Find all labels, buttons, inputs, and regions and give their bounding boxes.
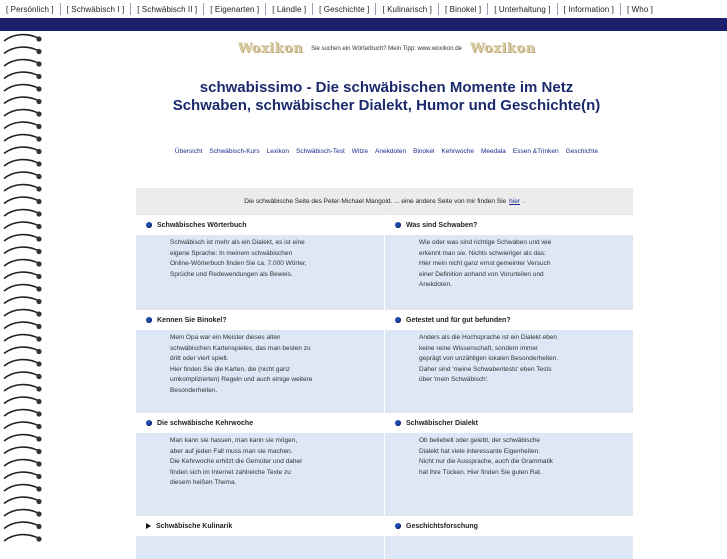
spiral-hole (36, 536, 41, 541)
spiral-coil (4, 472, 38, 478)
topic-description (136, 235, 384, 309)
description-line: Besonderheiten. (170, 386, 218, 394)
spiral-hole (36, 386, 41, 391)
spiral-coil (4, 260, 38, 266)
topic-title[interactable]: Was sind Schwaben? (406, 221, 478, 229)
topic-description (385, 330, 633, 412)
spiral-hole (36, 186, 41, 191)
spiral-hole (36, 261, 41, 266)
description-line: diesem heißen Thema. (170, 479, 237, 486)
topic-description (136, 433, 384, 515)
description-line: Ob beliebelt oder gelebt, der schwäbische (419, 437, 541, 444)
section-nav-link[interactable]: Kehrwoche (441, 148, 474, 155)
top-nav-link[interactable]: [ Persönlich ] (6, 4, 54, 14)
spiral-coil (4, 372, 38, 378)
spiral-hole (36, 236, 41, 241)
spiral-hole (36, 174, 41, 179)
description-line: Daher sind 'meine Schwabentests' eben Tests (419, 365, 552, 373)
topic-description (136, 330, 384, 412)
spiral-hole (36, 336, 41, 341)
spiral-hole (36, 311, 41, 316)
spiral-hole (36, 449, 41, 454)
description-line: Anekdoten. (419, 281, 452, 288)
spiral-coil (4, 185, 38, 191)
intro-end: . (522, 197, 525, 205)
section-nav-link[interactable]: Übersicht (174, 148, 203, 155)
spiral-coil (4, 60, 38, 66)
spiral-hole (36, 424, 41, 429)
top-nav-link[interactable]: [ Information ] (563, 4, 614, 14)
description-line: dritt oder viert spielt. (170, 355, 229, 362)
description-line: Wie oder was sind richtige Schwaben und wie (419, 239, 552, 246)
spiral-coil (4, 310, 38, 316)
spiral-coil (4, 247, 38, 253)
spiral-coil (4, 197, 38, 203)
topic-grid (136, 214, 633, 559)
bullet-icon (395, 420, 401, 426)
spiral-coil (4, 97, 38, 103)
description-line: über 'mein Schwäbisch'. (419, 376, 489, 383)
spiral-hole (36, 86, 41, 91)
topic-header[interactable] (136, 214, 384, 235)
topic-title[interactable]: Die schwäbische Kehrwoche (157, 419, 254, 427)
main-content (46, 31, 727, 545)
description-line: einer Definition anhand von Vorurteilen und (419, 270, 544, 278)
content-box (136, 188, 633, 545)
spiral-hole (36, 374, 41, 379)
description-line: Online-Wörterbuch finden Sie ca. 7.000 Wörter, (170, 260, 307, 267)
woxikon-logo-right[interactable]: Woxikon (469, 41, 536, 56)
spiral-coil (4, 272, 38, 278)
spiral-coil (4, 210, 38, 216)
spiral-coil (4, 110, 38, 116)
topic-description (385, 536, 633, 559)
intro-text: Die schwäbische Seite des Peter-Michael Mangold. ... eine andere Seite von mir finden Sie (244, 197, 507, 205)
spiral-hole (36, 324, 41, 329)
spiral-binding (0, 31, 46, 545)
topic-title[interactable]: Schwäbische Kulinarik (156, 522, 233, 530)
top-nav-link[interactable]: [ Ländle ] (272, 4, 307, 14)
spiral-coil (4, 235, 38, 241)
spiral-coil (4, 410, 38, 416)
topic-header[interactable] (385, 515, 633, 536)
spiral-hole (36, 499, 41, 504)
spiral-coil (4, 510, 38, 516)
spiral-hole (36, 299, 41, 304)
intro-link[interactable]: hier (509, 197, 520, 205)
spiral-hole (36, 274, 41, 279)
description-line: Hier finden Sie die Karten, die (nicht ganz (170, 365, 290, 373)
spiral-coil (4, 447, 38, 453)
description-line: Hier mein nicht ganz ernst gemeinter Versuch (419, 260, 551, 267)
section-nav-link[interactable]: Meedala (480, 148, 506, 155)
section-nav-link[interactable]: Anekdoten (375, 148, 407, 155)
spiral-hole (36, 461, 41, 466)
spiral-coil (4, 35, 38, 41)
bullet-icon (146, 420, 152, 426)
spiral-coil (4, 335, 38, 341)
spiral-coil (4, 435, 38, 441)
spiral-hole (36, 436, 41, 441)
spiral-coil (4, 85, 38, 91)
bullet-icon (395, 317, 401, 323)
spiral-hole (36, 399, 41, 404)
woxikon-tagline[interactable]: Sie suchen ein Wörterbuch? Mein Tipp: www.woxikon.de (311, 45, 462, 52)
spiral-coil (4, 347, 38, 353)
top-nav-link[interactable]: [ Eigenarten ] (210, 4, 260, 14)
spiral-coil (4, 135, 38, 141)
spiral-hole (36, 286, 41, 291)
spiral-coil (4, 535, 38, 541)
top-nav-link[interactable]: [ Who ] (626, 4, 654, 14)
description-line: Nicht nur die Aussprache, auch die Grammatik (419, 458, 554, 465)
topic-header[interactable] (136, 309, 384, 330)
spiral-coil (4, 497, 38, 503)
section-nav-link[interactable]: Binokel (413, 148, 435, 155)
spiral-coil (4, 72, 38, 78)
description-line: hat ihre Tücken. Hier finden Sie guten Rat. (419, 468, 542, 476)
section-nav-link[interactable]: Schwäbisch-Kurs (209, 148, 260, 155)
description-line: Anders als die Hochsprache ist ein Dialekt eben (419, 334, 558, 341)
spiral-coil (4, 522, 38, 528)
top-nav-link[interactable]: [ Binokel ] (445, 4, 482, 14)
topic-title[interactable]: Geschichtsforschung (406, 522, 478, 530)
topic-header[interactable] (385, 309, 633, 330)
spiral-hole (36, 249, 41, 254)
spiral-hole (36, 486, 41, 491)
spiral-coil (4, 385, 38, 391)
spiral-coil (4, 360, 38, 366)
spiral-coil (4, 422, 38, 428)
section-navigation (46, 148, 727, 155)
bullet-icon (146, 222, 152, 228)
section-nav-link[interactable]: Lexikon (266, 148, 289, 155)
topic-description (136, 536, 384, 559)
description-line: Dialekt hat viele interessante Eigenheiten. (419, 447, 541, 455)
spiral-hole (36, 124, 41, 129)
spiral-coil (4, 122, 38, 128)
spiral-hole (36, 99, 41, 104)
spiral-hole (36, 136, 41, 141)
description-line: aber auf jeden Fall muss man sie machen. (170, 447, 293, 455)
spiral-hole (36, 524, 41, 529)
description-line: Man kann sie hassen, man kann sie mögen, (170, 437, 298, 444)
intro-line (136, 188, 633, 214)
spiral-hole (36, 161, 41, 166)
description-line: finden sich im Internet zahlreiche Texte zu (170, 468, 291, 476)
woxikon-banner[interactable] (46, 41, 727, 56)
spiral-coil (4, 160, 38, 166)
topic-title[interactable]: Schwäbisches Wörterbuch (157, 221, 247, 229)
description-line: erkennt man sie. Nichts schwieriger als das: (419, 249, 546, 257)
top-nav-link[interactable]: [ Unterhaltung ] (494, 4, 551, 14)
topic-header[interactable] (136, 515, 384, 536)
spiral-hole (36, 49, 41, 54)
description-line: Mein Opa war ein Meister dieses alten (170, 334, 281, 341)
spiral-coil (4, 222, 38, 228)
spiral-hole (36, 474, 41, 479)
section-nav-link[interactable]: Geschichte (565, 148, 599, 155)
top-nav-link[interactable]: [ Schwäbisch I ] (66, 4, 125, 14)
arrow-icon (146, 523, 151, 529)
spiral-coil (4, 47, 38, 53)
section-nav-link[interactable]: Essen &Trinken (512, 148, 559, 155)
spiral-coil (4, 397, 38, 403)
spiral-hole (36, 211, 41, 216)
spiral-hole (36, 61, 41, 66)
description-line: umkomplizierten) Regeln und auch einige weitere (170, 376, 313, 383)
spiral-hole (36, 411, 41, 416)
woxikon-logo[interactable]: Woxikon (237, 41, 304, 56)
spiral-hole (36, 349, 41, 354)
description-line: keine reine Wissenschaft, sondern immer (419, 344, 539, 352)
spiral-coil (4, 147, 38, 153)
description-line: Die Kehrwoche erhitzt die Gemüter und daher (170, 458, 303, 465)
spiral-hole (36, 224, 41, 229)
spiral-hole (36, 74, 41, 79)
bullet-icon (395, 222, 401, 228)
topic-header[interactable] (385, 412, 633, 433)
spiral-binding-graphic (0, 31, 46, 545)
description-line: schwäbischen Kartenspieles, das man besten zu (170, 344, 311, 352)
description-line: Sprüche und Redewendungen als Beweis. (170, 270, 293, 278)
topic-description (385, 433, 633, 515)
spiral-coil (4, 460, 38, 466)
spiral-coil (4, 297, 38, 303)
spiral-hole (36, 361, 41, 366)
spiral-hole (36, 149, 41, 154)
topic-header[interactable] (385, 214, 633, 235)
top-navigation (0, 0, 727, 18)
topic-title[interactable]: Getestet und für gut befunden? (406, 316, 511, 324)
spiral-coil (4, 485, 38, 491)
description-line: eigene Sprache: In meinem schwäbischen (170, 249, 293, 257)
spiral-hole (36, 199, 41, 204)
top-nav-link[interactable]: [ Kulinarisch ] (382, 4, 432, 14)
spiral-hole (36, 111, 41, 116)
spiral-coil (4, 322, 38, 328)
description-line: geprägt von unzähligen lokalen Besonderheiten. (419, 355, 559, 362)
topic-title[interactable]: Schwäbischer Dialekt (406, 419, 478, 427)
page-subtitle: Schwaben, schwäbischer Dialekt, Humor und Geschichte(n) (172, 97, 601, 114)
top-nav-link[interactable]: [ Geschichte ] (319, 4, 370, 14)
bullet-icon (146, 317, 152, 323)
section-nav-link[interactable]: Schwäbisch-Test (296, 148, 345, 155)
topic-header[interactable] (136, 412, 384, 433)
spiral-hole (36, 511, 41, 516)
section-nav-link[interactable]: Witze (351, 148, 369, 155)
header-band (0, 18, 727, 31)
description-line: Schwäbisch ist mehr als ein Dialekt, es ist eine (170, 239, 305, 246)
topic-title[interactable]: Kennen Sie Binokel? (157, 316, 227, 324)
topic-description (385, 235, 633, 309)
spiral-hole (36, 36, 41, 41)
bullet-icon (395, 523, 401, 529)
top-nav-link[interactable]: [ Schwäbisch II ] (137, 4, 198, 14)
spiral-coil (4, 172, 38, 178)
spiral-coil (4, 285, 38, 291)
page-title: schwabissimo - Die schwäbischen Momente im Netz (199, 79, 574, 96)
